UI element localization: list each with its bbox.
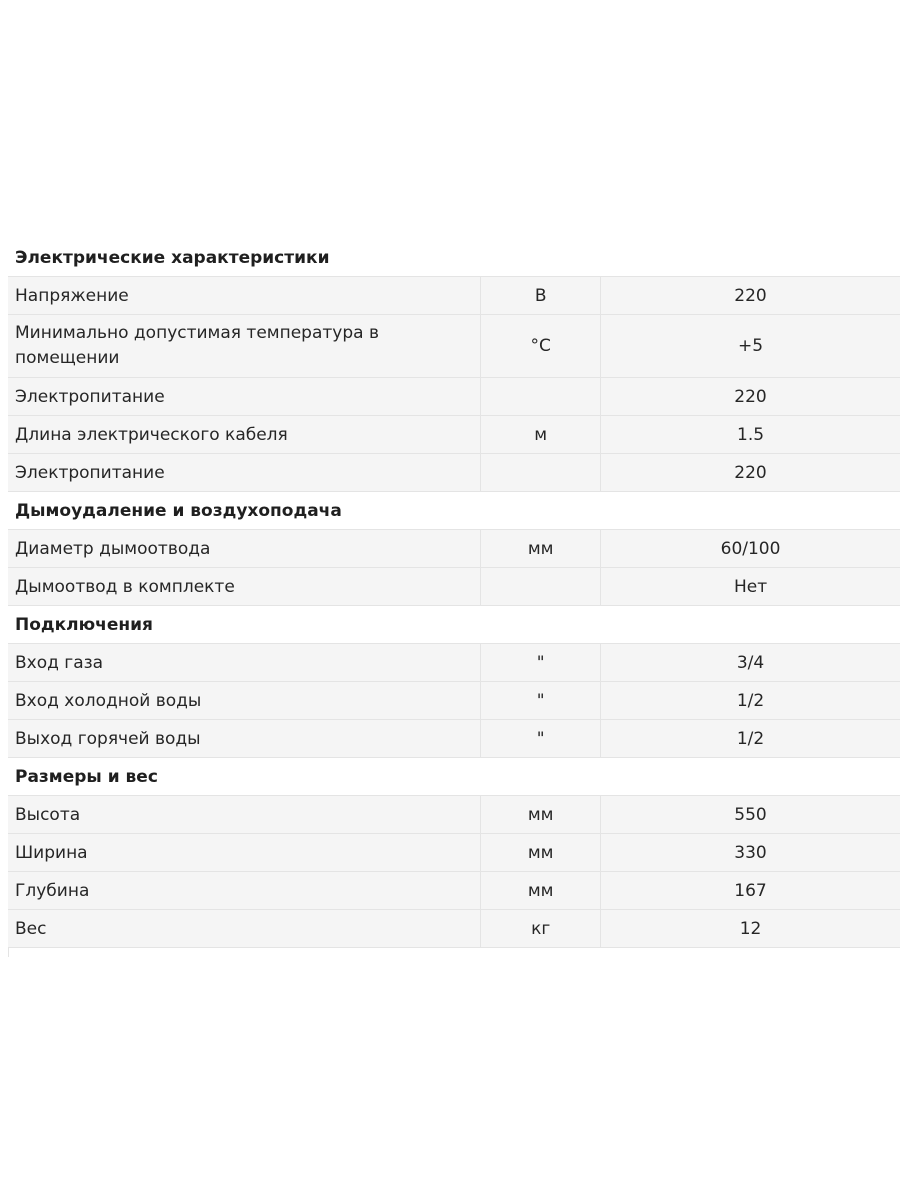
section-title: Подключения [8,606,900,644]
table-row [8,644,900,682]
param-unit [481,454,601,492]
table-row [8,872,900,910]
table-row [8,682,900,720]
param-value: 3/4 [601,644,900,682]
param-name: Ширина [8,834,481,872]
param-name: Электропитание [8,378,481,416]
param-name: Напряжение [8,277,481,315]
section-title: Электрические характеристики [8,239,900,277]
section-header-dimensions [8,758,900,796]
param-value: 1/2 [601,682,900,720]
table-row [8,416,900,454]
param-value: +5 [601,315,900,378]
table-row [8,454,900,492]
param-unit: В [481,277,601,315]
param-value: 1.5 [601,416,900,454]
param-name: Длина электрического кабеля [8,416,481,454]
param-unit: " [481,682,601,720]
param-unit: °C [481,315,601,378]
param-unit: мм [481,530,601,568]
param-unit [481,378,601,416]
param-value: 1/2 [601,720,900,758]
param-value: 12 [601,910,900,948]
table-row [8,834,900,872]
param-value: 167 [601,872,900,910]
param-name: Электропитание [8,454,481,492]
param-unit: " [481,644,601,682]
param-unit: мм [481,872,601,910]
param-value: 330 [601,834,900,872]
param-name: Высота [8,796,481,834]
param-name: Вес [8,910,481,948]
param-value: 220 [601,378,900,416]
param-unit: " [481,720,601,758]
table-row [8,277,900,315]
section-title: Дымоудаление и воздухоподача [8,492,900,530]
param-name: Глубина [8,872,481,910]
param-unit [481,568,601,606]
section-header-electrical [8,239,900,277]
param-value: Нет [601,568,900,606]
param-unit: мм [481,834,601,872]
param-value: 220 [601,277,900,315]
section-header-connections [8,606,900,644]
param-name: Диаметр дымоотвода [8,530,481,568]
param-name: Вход холодной воды [8,682,481,720]
param-name: Дымоотвод в комплекте [8,568,481,606]
param-value: 550 [601,796,900,834]
param-name: Выход горячей воды [8,720,481,758]
table-row [8,530,900,568]
table-row [8,315,900,378]
param-name: Минимально допустимая температура в помещении [8,315,481,378]
table-row [8,720,900,758]
param-unit: м [481,416,601,454]
table-row [8,796,900,834]
table-row [8,910,900,948]
section-header-flue [8,492,900,530]
param-value: 220 [601,454,900,492]
param-unit: кг [481,910,601,948]
param-unit: мм [481,796,601,834]
section-title: Размеры и вес [8,758,900,796]
specifications-table [8,239,900,948]
table-row [8,378,900,416]
table-row [8,568,900,606]
param-value: 60/100 [601,530,900,568]
param-name: Вход газа [8,644,481,682]
